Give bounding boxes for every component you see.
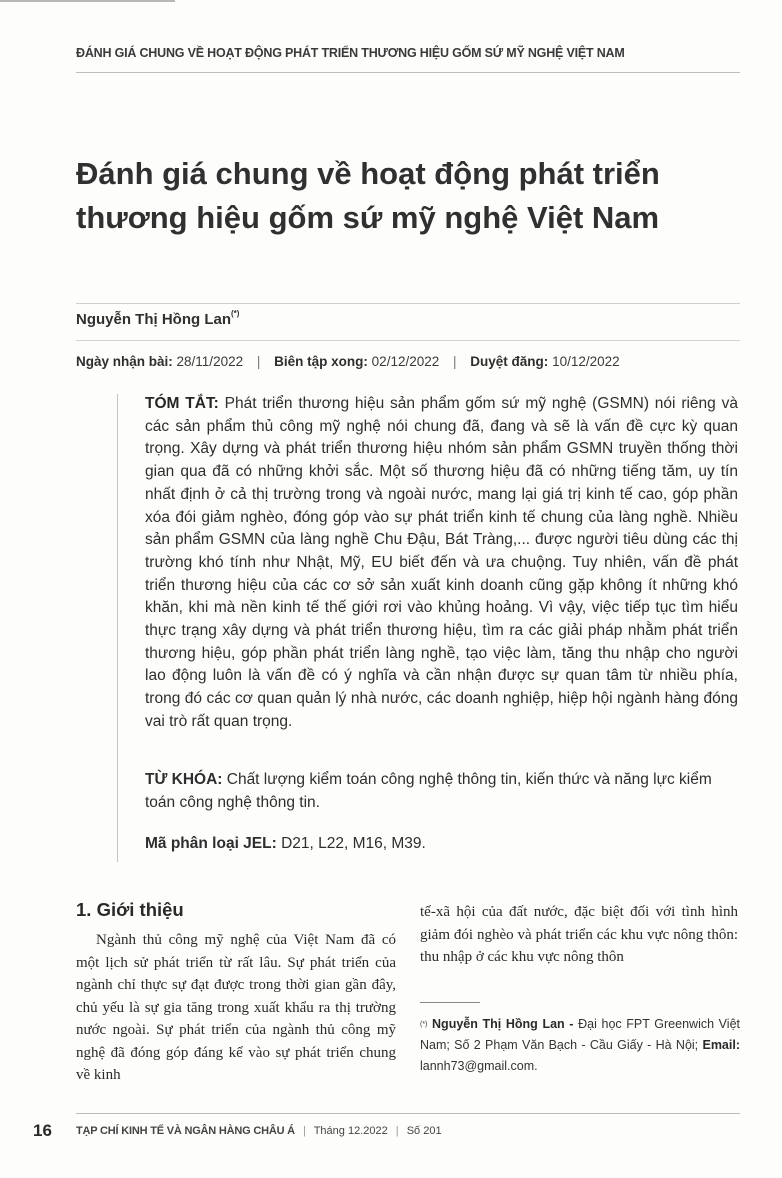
issue-month: Tháng 12.2022: [313, 1125, 388, 1137]
section-heading-introduction: 1. Giới thiệu: [76, 899, 184, 920]
body-text-right-column: tế-xã hội của đất nước, đặc biệt đối với tình hình giảm đói nghèo và phát triển các khu vực nông thôn: thu nhập ở các khu vực nông thôn: [420, 904, 738, 965]
author-line: [76, 311, 239, 328]
abstract-text: Phát triển thương hiệu sản phẩm gốm sứ mỹ nghệ (GSMN) nói riêng và các sản phẩm thủ công mỹ nghệ nói chung đã, đang và sẽ là vấn đề cực kỳ quan trọng. Xây dựng và phát triển thương hiệu nhóm sản phẩm GSMN truyền thống thời gian qua đã có những khởi sắc. Một số thương hiệu đã có những tiếng tăm, uy tín nhất định ở cả thị trường trong và ngoài nước, mang lại giá trị kinh tế cao, góp phần xóa đói giảm nghèo, đóng góp vào sự phát triển kinh tế chung của làng nghề. Nhiều sản phẩm GSMN của làng nghề Chu Đậu, Bát Tràng,... được người tiêu dùng các thị trường khó tính như Nhật, Mỹ, EU biết đến và ưa chuộng. Tuy nhiên, vấn đề phát triển thương hiệu của các cơ sở sản xuất kinh doanh cũng gặp không ít những khó khăn, khi mà nền kinh tế thế giới rơi vào khủng hoảng. Vì vậy, việc tiếp tục tìm hiểu thực trạng xây dựng và phát triển thương hiệu, tìm ra các giải pháp nhằm phát triển thương hiệu, góp phần phát triển làng nghề, tạo việc làm, tăng thu nhập cho người lao động luôn là vấn đề có ý nghĩa và cần nhận được sự quan tâm từ nhiều phía, trong đó các cơ quan quản lý nhà nước, các doanh nghiệp, hiệp hội ngành hàng đóng vai trò rất quan trọng.: [145, 395, 738, 730]
jel-codes: D21, L22, M16, M39.: [281, 835, 426, 852]
journal-name: TẠP CHÍ KINH TẾ VÀ NGÂN HÀNG CHÂU Á: [76, 1125, 295, 1137]
article-title: Đánh giá chung về hoạt động phát triển thương hiệu gốm sứ mỹ nghệ Việt Nam: [76, 156, 660, 235]
footnote-email-label: Email:: [702, 1038, 740, 1052]
footer-separator: |: [302, 1125, 306, 1137]
received-label: Ngày nhận bài:: [76, 354, 173, 369]
issue-number: Số 201: [406, 1125, 442, 1137]
footer-separator: |: [395, 1125, 399, 1137]
accepted-date: 10/12/2022: [552, 354, 620, 369]
edited-label: Biên tập xong:: [274, 354, 368, 369]
abstract-label: TÓM TẮT:: [145, 395, 219, 412]
title-rule: [76, 303, 740, 304]
author-rule: [76, 340, 740, 341]
received-date: 28/11/2022: [176, 354, 244, 369]
footnote-affiliation: Đại học FPT Greenwich Việt Nam; Số 2 Phạm Văn Bạch - Cầu Giấy - Hà Nội;: [420, 1017, 740, 1052]
accepted-label: Duyệt đăng:: [470, 354, 549, 369]
body-text-left-column: Ngành thủ công mỹ nghệ của Việt Nam đã có một lịch sử phát triển từ rất lâu. Sự phát triển của ngành chỉ thực sự đạt được trong thời gian gần đây, chủ yếu là sự gia tăng trong xuất khẩu ra thị trường nước ngoài. Sự phát triển của ngành thủ công mỹ nghệ đã đóng góp đáng kể vào sự phát triển chung về kinh: [76, 932, 396, 1083]
footnote-email[interactable]: lannh73@gmail.com.: [420, 1059, 538, 1073]
footnote-author: Nguyễn Thị Hồng Lan -: [432, 1017, 574, 1031]
footnote-rule: [420, 1002, 480, 1003]
footer-rule: [76, 1113, 740, 1114]
keywords-label: TỪ KHÓA:: [145, 771, 223, 788]
author-footnote: [420, 1014, 740, 1077]
running-header: ĐÁNH GIÁ CHUNG VỀ HOẠT ĐỘNG PHÁT TRIỂN THƯƠNG HIỆU GỐM SỨ MỸ NGHỆ VIỆT NAM: [76, 46, 625, 60]
date-separator: |: [453, 354, 457, 369]
footer: [76, 1125, 442, 1137]
keywords-text: Chất lượng kiểm toán công nghệ thông tin, kiến thức và năng lực kiểm toán công nghệ thông tin.: [145, 771, 712, 811]
author-footnote-mark[interactable]: (*): [231, 309, 240, 318]
abstract: [145, 393, 738, 734]
top-edge-line: [0, 0, 175, 2]
date-separator: |: [256, 354, 261, 369]
footnote-mark: (*): [420, 1021, 428, 1028]
edited-date: 02/12/2022: [371, 354, 440, 369]
page-number: 16: [33, 1121, 52, 1140]
abstract-side-bar: [117, 394, 118, 862]
keywords: [145, 769, 738, 814]
jel-label: Mã phân loại JEL:: [145, 835, 277, 852]
header-rule: [76, 72, 740, 73]
jel-classification: [145, 833, 738, 855]
article-dates: [76, 354, 740, 369]
author-name: Nguyễn Thị Hồng Lan: [76, 311, 231, 328]
